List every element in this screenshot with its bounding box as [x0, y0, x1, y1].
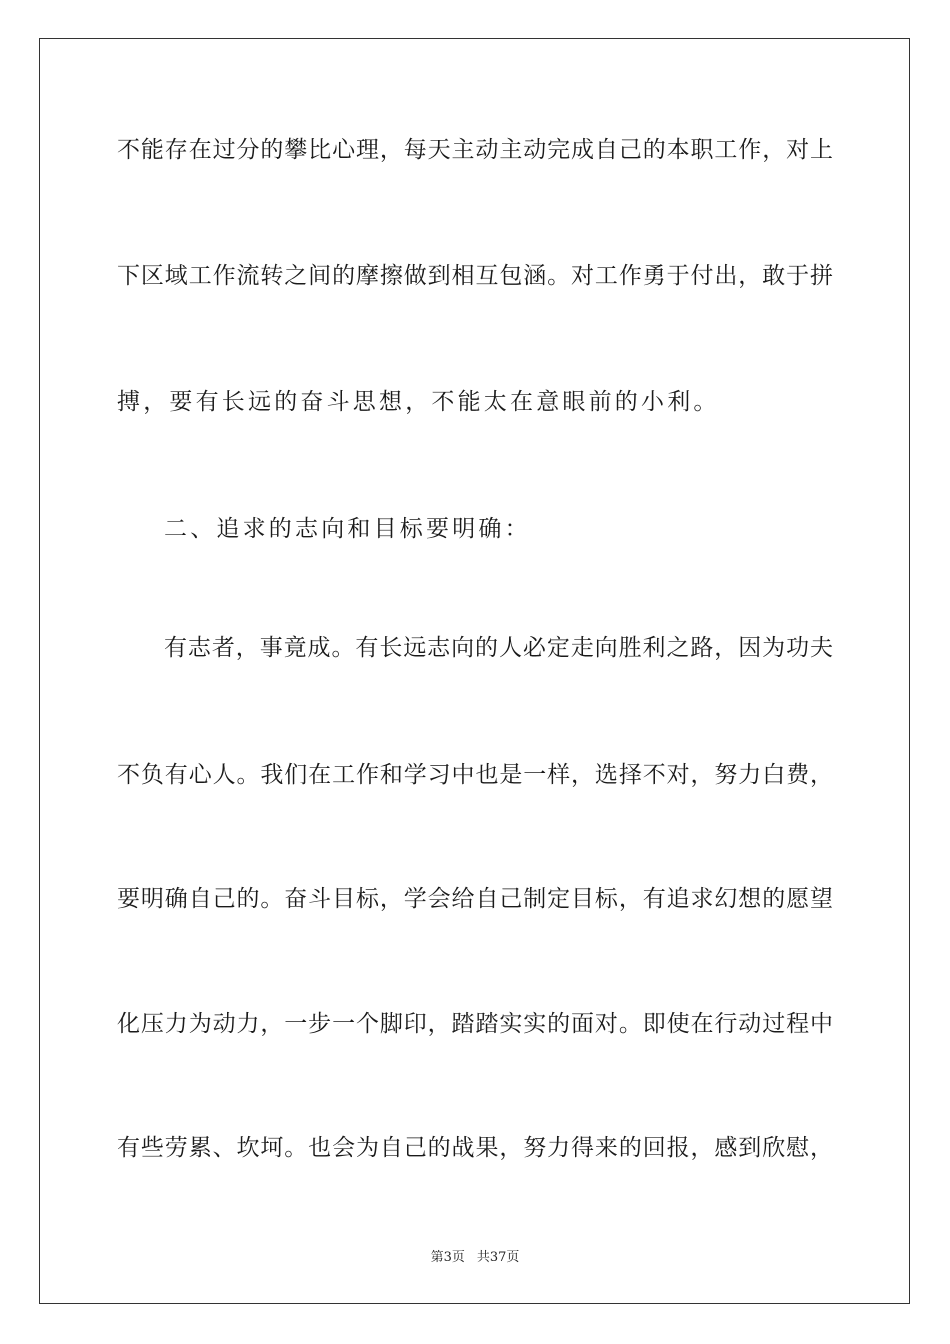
- paragraph-line-2: 下区域工作流转之间的摩擦做到相互包涵。对工作勇于付出，敢于拼: [117, 263, 833, 289]
- total-pages: 共37页: [476, 1250, 520, 1265]
- paragraph-line-9: 有些劳累、坎坷。也会为自己的战果，努力得来的回报，感到欣慰，: [117, 1135, 833, 1161]
- page-footer: [0, 1250, 950, 1266]
- page-number: 第3页: [430, 1250, 465, 1265]
- paragraph-line-6: 不负有心人。我们在工作和学习中也是一样，选择不对，努力白费，: [117, 762, 833, 788]
- section-heading: 二、追求的志向和目标要明确：: [164, 516, 531, 542]
- page-border: [39, 38, 910, 1304]
- paragraph-line-7: 要明确自己的。奋斗目标，学会给自己制定目标，有追求幻想的愿望: [117, 886, 833, 912]
- paragraph-line-1: 不能存在过分的攀比心理，每天主动主动完成自己的本职工作，对上: [117, 137, 833, 163]
- paragraph-line-3: 搏，要有长远的奋斗思想，不能太在意眼前的小利。: [117, 389, 720, 415]
- paragraph-line-5: 有志者，事竟成。有长远志向的人必定走向胜利之路，因为功夫: [164, 635, 833, 661]
- paragraph-line-8: 化压力为动力，一步一个脚印，踏踏实实的面对。即使在行动过程中: [117, 1011, 833, 1037]
